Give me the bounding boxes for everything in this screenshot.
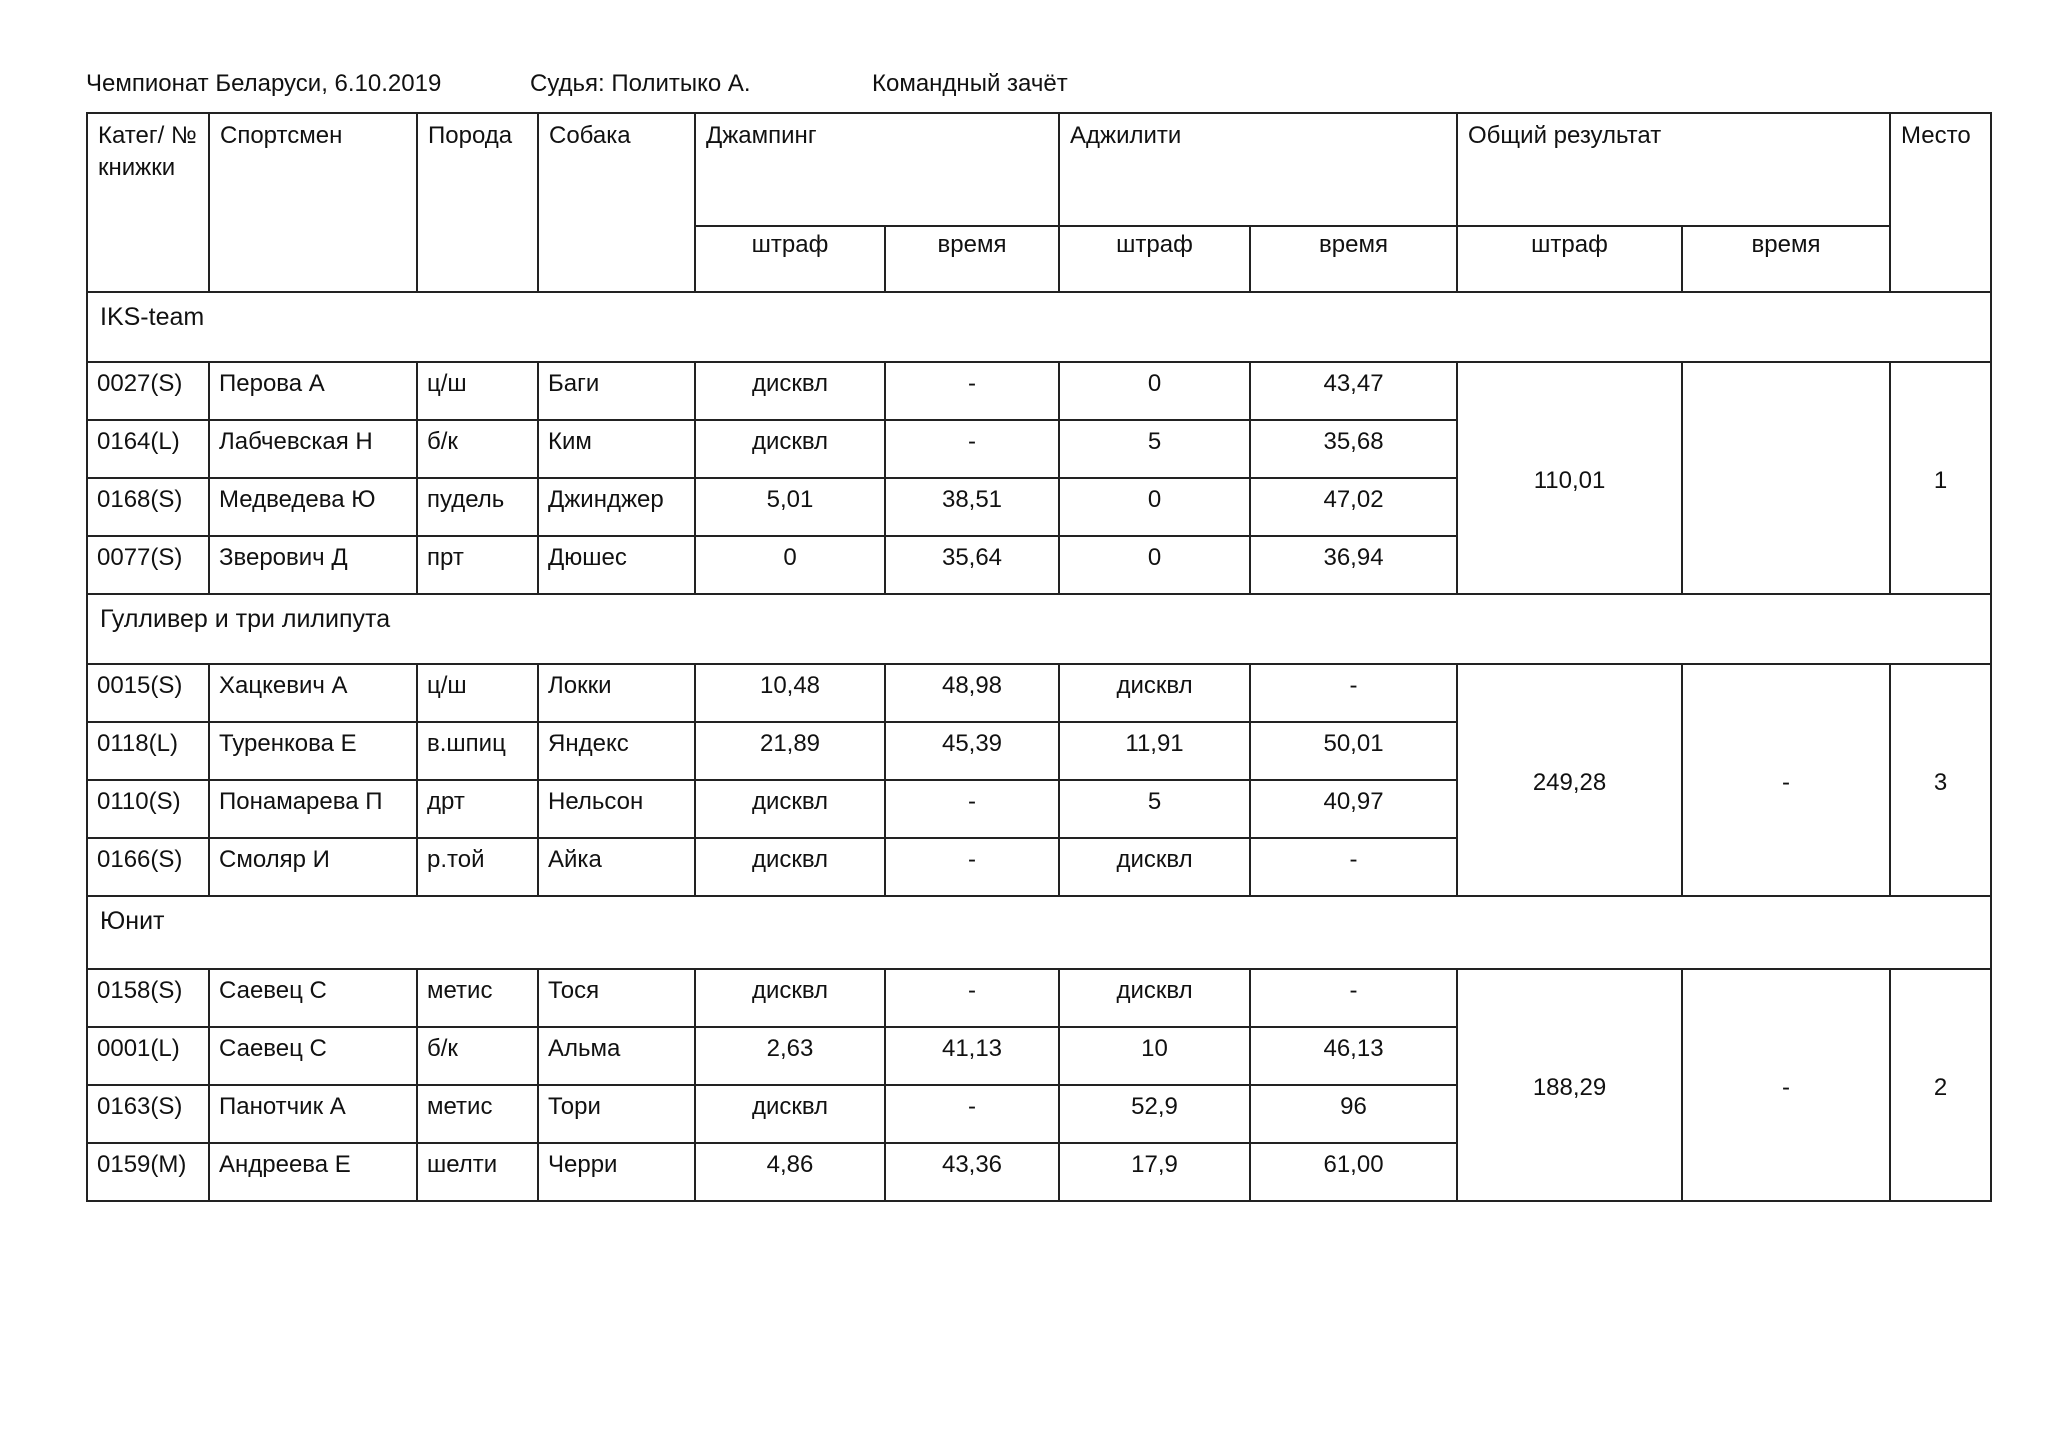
cell-jump-time: - (885, 362, 1059, 420)
cell-breed: в.шпиц (417, 722, 538, 780)
col-place: Место (1890, 113, 1991, 292)
cell-agil-time: 36,94 (1250, 536, 1457, 594)
cell-jump-penalty: 5,01 (695, 478, 885, 536)
cell-agil-time: 50,01 (1250, 722, 1457, 780)
cell-agil-time: - (1250, 664, 1457, 722)
cell-jump-time: - (885, 969, 1059, 1027)
cell-athlete: Саевец С (209, 969, 417, 1027)
cell-breed: ц/ш (417, 362, 538, 420)
cell-book: 0168(S) (87, 478, 209, 536)
cell-agil-penalty: 0 (1059, 536, 1250, 594)
cell-jump-time: - (885, 420, 1059, 478)
cell-jump-penalty: дисквл (695, 780, 885, 838)
cell-overall-time: - (1682, 664, 1890, 896)
cell-jump-penalty: дисквл (695, 362, 885, 420)
cell-dog: Тося (538, 969, 695, 1027)
results-table (86, 112, 1992, 1202)
cell-athlete: Саевец С (209, 1027, 417, 1085)
col-overall-penalty: штраф (1457, 226, 1682, 292)
cell-jump-time: 48,98 (885, 664, 1059, 722)
cell-athlete: Лабчевская Н (209, 420, 417, 478)
col-agil-penalty: штраф (1059, 226, 1250, 292)
cell-agil-penalty: 0 (1059, 362, 1250, 420)
cell-place: 2 (1890, 969, 1991, 1201)
cell-overall-penalty: 110,01 (1457, 362, 1682, 594)
cell-dog: Баги (538, 362, 695, 420)
col-book: Катег/ № книжки (87, 113, 209, 292)
cell-jump-penalty: 2,63 (695, 1027, 885, 1085)
cell-jump-penalty: дисквл (695, 420, 885, 478)
cell-agil-time: 47,02 (1250, 478, 1457, 536)
cell-agil-time: - (1250, 838, 1457, 896)
team-name: Гулливер и три лилипута (87, 594, 1991, 664)
cell-athlete: Зверович Д (209, 536, 417, 594)
col-overall: Общий результат (1457, 113, 1890, 226)
cell-jump-penalty: дисквл (695, 838, 885, 896)
cell-jump-time: 45,39 (885, 722, 1059, 780)
cell-breed: б/к (417, 420, 538, 478)
cell-athlete: Перова А (209, 362, 417, 420)
cell-agil-penalty: 52,9 (1059, 1085, 1250, 1143)
team-header-row (87, 896, 1991, 969)
cell-agil-time: 40,97 (1250, 780, 1457, 838)
cell-jump-time: 41,13 (885, 1027, 1059, 1085)
cell-book: 0001(L) (87, 1027, 209, 1085)
cell-book: 0164(L) (87, 420, 209, 478)
col-breed: Порода (417, 113, 538, 292)
cell-book: 0166(S) (87, 838, 209, 896)
team-name: IKS-team (87, 292, 1991, 362)
table-row (87, 362, 1991, 420)
table-body (87, 292, 1991, 1201)
cell-overall-penalty: 188,29 (1457, 969, 1682, 1201)
cell-overall-time (1682, 362, 1890, 594)
cell-athlete: Андреева Е (209, 1143, 417, 1201)
col-agil-time: время (1250, 226, 1457, 292)
cell-agil-penalty: 10 (1059, 1027, 1250, 1085)
col-jump-time: время (885, 226, 1059, 292)
cell-breed: метис (417, 969, 538, 1027)
cell-book: 0159(M) (87, 1143, 209, 1201)
col-overall-time: время (1682, 226, 1890, 292)
table-header (87, 113, 1991, 292)
cell-athlete: Хацкевич А (209, 664, 417, 722)
cell-dog: Черри (538, 1143, 695, 1201)
cell-breed: р.той (417, 838, 538, 896)
cell-book: 0118(L) (87, 722, 209, 780)
cell-agil-time: - (1250, 969, 1457, 1027)
cell-jump-penalty: дисквл (695, 969, 885, 1027)
cell-agil-penalty: 5 (1059, 420, 1250, 478)
cell-agil-penalty: дисквл (1059, 664, 1250, 722)
cell-book: 0110(S) (87, 780, 209, 838)
team-header-row (87, 594, 1991, 664)
table-row (87, 969, 1991, 1027)
cell-dog: Нельсон (538, 780, 695, 838)
cell-athlete: Понамарева П (209, 780, 417, 838)
cell-breed: ц/ш (417, 664, 538, 722)
standings-type: Командный зачёт (872, 70, 1068, 97)
cell-breed: метис (417, 1085, 538, 1143)
cell-dog: Тори (538, 1085, 695, 1143)
cell-breed: пудель (417, 478, 538, 536)
cell-jump-time: 43,36 (885, 1143, 1059, 1201)
cell-dog: Ким (538, 420, 695, 478)
cell-book: 0158(S) (87, 969, 209, 1027)
col-jumping: Джампинг (695, 113, 1059, 226)
cell-agil-penalty: дисквл (1059, 969, 1250, 1027)
cell-athlete: Туренкова Е (209, 722, 417, 780)
table-row (87, 664, 1991, 722)
cell-agil-penalty: дисквл (1059, 838, 1250, 896)
cell-book: 0163(S) (87, 1085, 209, 1143)
cell-agil-time: 35,68 (1250, 420, 1457, 478)
col-dog: Собака (538, 113, 695, 292)
col-jump-penalty: штраф (695, 226, 885, 292)
cell-breed: шелти (417, 1143, 538, 1201)
cell-breed: прт (417, 536, 538, 594)
cell-athlete: Панотчик А (209, 1085, 417, 1143)
cell-jump-penalty: дисквл (695, 1085, 885, 1143)
cell-jump-time: 35,64 (885, 536, 1059, 594)
cell-breed: дрт (417, 780, 538, 838)
cell-dog: Локки (538, 664, 695, 722)
cell-jump-penalty: 10,48 (695, 664, 885, 722)
cell-jump-time: 38,51 (885, 478, 1059, 536)
cell-agil-penalty: 17,9 (1059, 1143, 1250, 1201)
cell-book: 0027(S) (87, 362, 209, 420)
cell-agil-penalty: 11,91 (1059, 722, 1250, 780)
col-agility: Аджилити (1059, 113, 1457, 226)
judge-name: Судья: Политыко А. (530, 70, 751, 97)
cell-agil-time: 46,13 (1250, 1027, 1457, 1085)
cell-athlete: Смоляр И (209, 838, 417, 896)
cell-place: 3 (1890, 664, 1991, 896)
cell-book: 0077(S) (87, 536, 209, 594)
cell-jump-time: - (885, 838, 1059, 896)
cell-agil-time: 43,47 (1250, 362, 1457, 420)
cell-agil-penalty: 5 (1059, 780, 1250, 838)
cell-dog: Яндекс (538, 722, 695, 780)
cell-overall-time: - (1682, 969, 1890, 1201)
cell-athlete: Медведева Ю (209, 478, 417, 536)
cell-book: 0015(S) (87, 664, 209, 722)
cell-overall-penalty: 249,28 (1457, 664, 1682, 896)
cell-jump-penalty: 4,86 (695, 1143, 885, 1201)
cell-dog: Айка (538, 838, 695, 896)
cell-dog: Джинджер (538, 478, 695, 536)
cell-dog: Альма (538, 1027, 695, 1085)
competition-title: Чемпионат Беларуси, 6.10.2019 (86, 70, 442, 97)
cell-agil-penalty: 0 (1059, 478, 1250, 536)
cell-jump-time: - (885, 780, 1059, 838)
cell-place: 1 (1890, 362, 1991, 594)
team-name: Юнит (87, 896, 1991, 969)
team-header-row (87, 292, 1991, 362)
cell-jump-penalty: 0 (695, 536, 885, 594)
cell-jump-time: - (885, 1085, 1059, 1143)
cell-jump-penalty: 21,89 (695, 722, 885, 780)
col-athlete: Спортсмен (209, 113, 417, 292)
cell-breed: б/к (417, 1027, 538, 1085)
cell-dog: Дюшес (538, 536, 695, 594)
cell-agil-time: 96 (1250, 1085, 1457, 1143)
cell-agil-time: 61,00 (1250, 1143, 1457, 1201)
